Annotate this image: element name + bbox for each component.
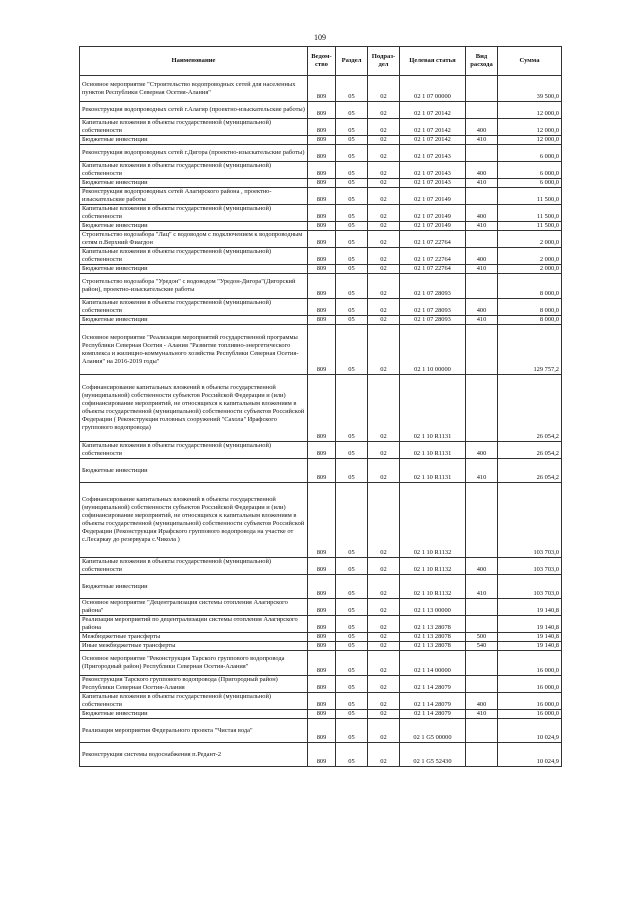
- cell-type: [466, 102, 498, 119]
- cell-type: 400: [466, 558, 498, 575]
- cell-section: 05: [336, 459, 368, 483]
- table-row: [80, 248, 562, 265]
- cell-amount: 16 000,0: [498, 693, 562, 710]
- cell-amount: 2 000,0: [498, 231, 562, 248]
- cell-type: 400: [466, 162, 498, 179]
- cell-dept: 809: [308, 299, 336, 316]
- cell-amount: 8 000,0: [498, 274, 562, 299]
- table-row: [80, 102, 562, 119]
- cell-subsection: 02: [368, 222, 400, 231]
- cell-section: 05: [336, 179, 368, 188]
- table-row: [80, 316, 562, 325]
- cell-amount: 2 000,0: [498, 248, 562, 265]
- cell-amount: 10 024,9: [498, 743, 562, 767]
- cell-amount: 26 054,2: [498, 442, 562, 459]
- cell-section: 05: [336, 265, 368, 274]
- cell-amount: 10 024,9: [498, 719, 562, 743]
- cell-amount: 6 000,0: [498, 162, 562, 179]
- table-row: [80, 676, 562, 693]
- table-row: [80, 599, 562, 616]
- cell-type: 410: [466, 136, 498, 145]
- cell-target: 02 1 07 28093: [400, 299, 466, 316]
- cell-name: Бюджетные инвестиции: [80, 265, 308, 274]
- cell-amount: 26 054,2: [498, 375, 562, 442]
- cell-dept: 809: [308, 558, 336, 575]
- table-row: [80, 642, 562, 651]
- cell-dept: 809: [308, 616, 336, 633]
- cell-amount: 26 054,2: [498, 459, 562, 483]
- cell-type: [466, 76, 498, 102]
- cell-amount: 19 140,8: [498, 616, 562, 633]
- cell-dept: 809: [308, 743, 336, 767]
- header-section: Раздел: [336, 47, 368, 76]
- table-row: [80, 231, 562, 248]
- cell-section: 05: [336, 375, 368, 442]
- table-row: [80, 265, 562, 274]
- table-row: [80, 575, 562, 599]
- cell-dept: 809: [308, 222, 336, 231]
- table-row: [80, 299, 562, 316]
- table-row: [80, 325, 562, 375]
- cell-target: 02 1 13 28078: [400, 642, 466, 651]
- cell-subsection: 02: [368, 188, 400, 205]
- cell-dept: 809: [308, 248, 336, 265]
- cell-subsection: 02: [368, 102, 400, 119]
- cell-type: 410: [466, 316, 498, 325]
- table-row: [80, 145, 562, 162]
- cell-name: Основное мероприятие "Строительство водопроводных сетей для населенных пунктов Республики Северная Осетия-Алания": [80, 76, 308, 102]
- cell-name: Капитальные вложения в объекты государственной (муниципальной) собственности: [80, 119, 308, 136]
- cell-name: Реализация мероприятия Федерального проекта "Чистая вода": [80, 719, 308, 743]
- cell-dept: 809: [308, 205, 336, 222]
- cell-type: [466, 651, 498, 676]
- cell-target: 02 1 07 20149: [400, 222, 466, 231]
- table-row: [80, 558, 562, 575]
- table-row: [80, 136, 562, 145]
- cell-subsection: 02: [368, 162, 400, 179]
- cell-section: 05: [336, 633, 368, 642]
- cell-amount: 19 140,8: [498, 633, 562, 642]
- cell-section: 05: [336, 102, 368, 119]
- cell-name: Софинансирование капитальных вложений в объекты государственной (муниципальной) собственности субъектов Российской Федерации и (или) софинансирование мероприятий, не относящихся к капитальным вложениям в объекты государственной (муниципальной) собственности субъектов Российской Федерации (Реконструкция Ирафского группового водопровода на участке от с.Лесаркау до резервуара с.Чикола ): [80, 483, 308, 558]
- cell-target: 02 1 10 R1132: [400, 575, 466, 599]
- cell-dept: 809: [308, 188, 336, 205]
- cell-amount: 8 000,0: [498, 299, 562, 316]
- cell-subsection: 02: [368, 145, 400, 162]
- cell-section: 05: [336, 222, 368, 231]
- cell-target: 02 1 07 00000: [400, 76, 466, 102]
- cell-type: [466, 616, 498, 633]
- cell-type: 400: [466, 299, 498, 316]
- cell-subsection: 02: [368, 248, 400, 265]
- cell-dept: 809: [308, 102, 336, 119]
- cell-subsection: 02: [368, 599, 400, 616]
- cell-name: Реконструкция водопроводных сетей г.Дигора (проектно-изыскательские работы): [80, 145, 308, 162]
- cell-subsection: 02: [368, 265, 400, 274]
- cell-section: 05: [336, 248, 368, 265]
- cell-name: Капитальные вложения в объекты государственной (муниципальной) собственности: [80, 558, 308, 575]
- cell-dept: 809: [308, 459, 336, 483]
- cell-subsection: 02: [368, 205, 400, 222]
- table-row: [80, 76, 562, 102]
- cell-type: 410: [466, 265, 498, 274]
- cell-subsection: 02: [368, 693, 400, 710]
- cell-name: Иные межбюджетные трансферты: [80, 642, 308, 651]
- cell-type: 410: [466, 710, 498, 719]
- cell-dept: 809: [308, 642, 336, 651]
- header-name: Наименование: [80, 47, 308, 76]
- cell-name: Межбюджетные трансферты: [80, 633, 308, 642]
- cell-section: 05: [336, 651, 368, 676]
- cell-dept: 809: [308, 145, 336, 162]
- table-row: [80, 633, 562, 642]
- cell-target: 02 1 07 20143: [400, 162, 466, 179]
- cell-section: 05: [336, 205, 368, 222]
- cell-target: 02 1 10 R1132: [400, 558, 466, 575]
- table-row: [80, 179, 562, 188]
- cell-name: Бюджетные инвестиции: [80, 575, 308, 599]
- cell-target: 02 1 14 28079: [400, 710, 466, 719]
- table-row: [80, 743, 562, 767]
- cell-target: 02 1 07 22764: [400, 248, 466, 265]
- cell-target: 02 1 10 R1131: [400, 459, 466, 483]
- cell-type: 410: [466, 575, 498, 599]
- cell-section: 05: [336, 325, 368, 375]
- cell-section: 05: [336, 76, 368, 102]
- cell-subsection: 02: [368, 442, 400, 459]
- cell-section: 05: [336, 616, 368, 633]
- cell-subsection: 02: [368, 483, 400, 558]
- cell-type: [466, 375, 498, 442]
- table-row: [80, 205, 562, 222]
- cell-amount: 103 703,0: [498, 483, 562, 558]
- cell-dept: 809: [308, 575, 336, 599]
- cell-name: Реализация мероприятий по децентрализации системы отопления Алагирского района: [80, 616, 308, 633]
- cell-dept: 809: [308, 693, 336, 710]
- cell-dept: 809: [308, 274, 336, 299]
- cell-type: 400: [466, 248, 498, 265]
- cell-target: 02 1 13 28078: [400, 633, 466, 642]
- table-row: [80, 459, 562, 483]
- cell-name: Капитальные вложения в объекты государственной (муниципальной) собственности: [80, 442, 308, 459]
- cell-amount: 8 000,0: [498, 316, 562, 325]
- cell-section: 05: [336, 442, 368, 459]
- cell-amount: 11 500,0: [498, 222, 562, 231]
- cell-amount: 12 000,0: [498, 136, 562, 145]
- cell-subsection: 02: [368, 558, 400, 575]
- cell-amount: 11 500,0: [498, 188, 562, 205]
- table-header-row: [80, 47, 562, 76]
- cell-dept: 809: [308, 719, 336, 743]
- cell-target: 02 1 10 R1131: [400, 375, 466, 442]
- table-row: [80, 188, 562, 205]
- cell-dept: 809: [308, 442, 336, 459]
- cell-target: 02 1 07 20143: [400, 145, 466, 162]
- header-type: Вид расхода: [466, 47, 498, 76]
- cell-amount: 129 757,2: [498, 325, 562, 375]
- header-dept: Ведом-ство: [308, 47, 336, 76]
- cell-dept: 809: [308, 162, 336, 179]
- table-body: [80, 76, 562, 767]
- cell-section: 05: [336, 642, 368, 651]
- cell-type: 500: [466, 633, 498, 642]
- cell-target: 02 1 13 00000: [400, 599, 466, 616]
- cell-type: 410: [466, 222, 498, 231]
- cell-dept: 809: [308, 76, 336, 102]
- cell-dept: 809: [308, 179, 336, 188]
- cell-name: Бюджетные инвестиции: [80, 316, 308, 325]
- cell-amount: 19 140,8: [498, 642, 562, 651]
- cell-name: Капитальные вложения в объекты государственной (муниципальной) собственности: [80, 162, 308, 179]
- cell-dept: 809: [308, 136, 336, 145]
- cell-amount: 103 703,0: [498, 558, 562, 575]
- cell-subsection: 02: [368, 76, 400, 102]
- cell-type: [466, 325, 498, 375]
- cell-type: [466, 719, 498, 743]
- table-row: [80, 119, 562, 136]
- cell-target: 02 1 10 00000: [400, 325, 466, 375]
- cell-section: 05: [336, 558, 368, 575]
- cell-target: 02 1 07 22764: [400, 231, 466, 248]
- table-row: [80, 375, 562, 442]
- header-target: Целевая статья: [400, 47, 466, 76]
- cell-name: Строительство водозабора "Уредон" с водоводом "Уредон-Дигора"(Дигорский район), проектно-изыскательские работы: [80, 274, 308, 299]
- cell-name: Строительство водозабора "Лац" с водоводом с подключением к водопроводным сетям п.Верхний Фиагдон: [80, 231, 308, 248]
- cell-section: 05: [336, 119, 368, 136]
- cell-type: [466, 274, 498, 299]
- table-row: [80, 483, 562, 558]
- cell-subsection: 02: [368, 136, 400, 145]
- cell-target: 02 1 14 00000: [400, 651, 466, 676]
- cell-subsection: 02: [368, 274, 400, 299]
- table-row: [80, 442, 562, 459]
- cell-target: 02 1 07 20142: [400, 119, 466, 136]
- cell-dept: 809: [308, 599, 336, 616]
- cell-target: 02 1 10 R1132: [400, 483, 466, 558]
- header-amount: Сумма: [498, 47, 562, 76]
- cell-type: [466, 743, 498, 767]
- cell-amount: 19 140,8: [498, 599, 562, 616]
- cell-subsection: 02: [368, 616, 400, 633]
- cell-section: 05: [336, 575, 368, 599]
- cell-dept: 809: [308, 231, 336, 248]
- cell-name: Бюджетные инвестиции: [80, 710, 308, 719]
- cell-name: Реконструкция водопроводных сетей г.Алагир (проектно-изыскательские работы): [80, 102, 308, 119]
- cell-target: 02 1 07 20149: [400, 188, 466, 205]
- cell-name: Капитальные вложения в объекты государственной (муниципальной) собственности: [80, 693, 308, 710]
- table-row: [80, 222, 562, 231]
- cell-name: Бюджетные инвестиции: [80, 136, 308, 145]
- cell-section: 05: [336, 188, 368, 205]
- cell-target: 02 1 07 28093: [400, 316, 466, 325]
- cell-subsection: 02: [368, 710, 400, 719]
- cell-name: Капитальные вложения в объекты государственной (муниципальной) собственности: [80, 299, 308, 316]
- cell-section: 05: [336, 231, 368, 248]
- cell-name: Бюджетные инвестиции: [80, 459, 308, 483]
- cell-section: 05: [336, 676, 368, 693]
- cell-type: [466, 231, 498, 248]
- cell-dept: 809: [308, 325, 336, 375]
- cell-type: 410: [466, 459, 498, 483]
- cell-type: [466, 188, 498, 205]
- cell-type: 400: [466, 119, 498, 136]
- cell-subsection: 02: [368, 325, 400, 375]
- cell-section: 05: [336, 599, 368, 616]
- cell-subsection: 02: [368, 651, 400, 676]
- cell-type: 400: [466, 205, 498, 222]
- cell-subsection: 02: [368, 179, 400, 188]
- cell-type: [466, 599, 498, 616]
- table-row: [80, 616, 562, 633]
- cell-subsection: 02: [368, 642, 400, 651]
- cell-amount: 2 000,0: [498, 265, 562, 274]
- cell-target: 02 1 07 28093: [400, 274, 466, 299]
- cell-dept: 809: [308, 375, 336, 442]
- cell-section: 05: [336, 316, 368, 325]
- cell-section: 05: [336, 483, 368, 558]
- cell-name: Реконструкция водопроводных сетей Алагирского района , проектно-изыскательские работы: [80, 188, 308, 205]
- cell-type: [466, 145, 498, 162]
- cell-dept: 809: [308, 265, 336, 274]
- cell-name: Основное мероприятие "Реализация мероприятий государственной программы Республики Северная Осетия - Алания "Развитие топливно-энергетического комплекса и жилищно-коммунального хозяйства Республики Северная Осетия-Алания" на 2016-2019 годы": [80, 325, 308, 375]
- cell-section: 05: [336, 743, 368, 767]
- cell-amount: 16 000,0: [498, 710, 562, 719]
- cell-section: 05: [336, 136, 368, 145]
- cell-target: 02 1 07 20142: [400, 136, 466, 145]
- cell-target: 02 1 07 22764: [400, 265, 466, 274]
- cell-amount: 12 000,0: [498, 102, 562, 119]
- cell-name: Бюджетные инвестиции: [80, 179, 308, 188]
- cell-subsection: 02: [368, 375, 400, 442]
- cell-section: 05: [336, 299, 368, 316]
- cell-amount: 16 000,0: [498, 676, 562, 693]
- budget-table: [79, 46, 562, 767]
- cell-dept: 809: [308, 483, 336, 558]
- cell-name: Софинансирование капитальных вложений в объекты государственной (муниципальной) собственности субъектов Российской Федерации и (или) софинансирование мероприятий, не относящихся к капитальным вложениям в объекты государственной (муниципальной) собственности субъектов Российской Федерации ( Реконструкция головных сооружений "Сахола" Ирафского группового водопровода): [80, 375, 308, 442]
- cell-type: [466, 483, 498, 558]
- cell-name: Реконструкция Тарского группового водопровода (Пригородный район) Республики Северная Осетия-Алания: [80, 676, 308, 693]
- cell-name: Капитальные вложения в объекты государственной (муниципальной) собственности: [80, 248, 308, 265]
- cell-name: Реконструкция системы водоснабжения п.Редант-2: [80, 743, 308, 767]
- cell-subsection: 02: [368, 743, 400, 767]
- cell-target: 02 1 14 28079: [400, 693, 466, 710]
- cell-subsection: 02: [368, 575, 400, 599]
- cell-subsection: 02: [368, 676, 400, 693]
- cell-name: Капитальные вложения в объекты государственной (муниципальной) собственности: [80, 205, 308, 222]
- cell-section: 05: [336, 710, 368, 719]
- cell-type: 400: [466, 442, 498, 459]
- cell-amount: 6 000,0: [498, 179, 562, 188]
- cell-name: Основное мероприятие "Реконструкция Тарского группового водопровода (Пригородный район) Республики Северная Осетия-Алания": [80, 651, 308, 676]
- cell-amount: 12 000,0: [498, 119, 562, 136]
- cell-type: 540: [466, 642, 498, 651]
- cell-dept: 809: [308, 710, 336, 719]
- cell-name: Бюджетные инвестиции: [80, 222, 308, 231]
- cell-type: 400: [466, 693, 498, 710]
- cell-subsection: 02: [368, 719, 400, 743]
- table-row: [80, 274, 562, 299]
- cell-target: 02 1 07 20142: [400, 102, 466, 119]
- table-row: [80, 710, 562, 719]
- cell-dept: 809: [308, 119, 336, 136]
- cell-target: 02 1 13 28078: [400, 616, 466, 633]
- cell-dept: 809: [308, 633, 336, 642]
- cell-dept: 809: [308, 676, 336, 693]
- cell-subsection: 02: [368, 316, 400, 325]
- cell-target: 02 1 10 R1131: [400, 442, 466, 459]
- cell-section: 05: [336, 162, 368, 179]
- cell-type: [466, 676, 498, 693]
- cell-dept: 809: [308, 316, 336, 325]
- page-number: 109: [314, 33, 326, 42]
- cell-amount: 6 000,0: [498, 145, 562, 162]
- cell-subsection: 02: [368, 459, 400, 483]
- cell-subsection: 02: [368, 231, 400, 248]
- table-row: [80, 162, 562, 179]
- table-row: [80, 651, 562, 676]
- cell-subsection: 02: [368, 299, 400, 316]
- cell-section: 05: [336, 274, 368, 299]
- cell-target: 02 1 G5 00000: [400, 719, 466, 743]
- header-subsection: Подраз-дел: [368, 47, 400, 76]
- cell-amount: 103 703,0: [498, 575, 562, 599]
- cell-section: 05: [336, 693, 368, 710]
- cell-dept: 809: [308, 651, 336, 676]
- cell-amount: 39 500,0: [498, 76, 562, 102]
- cell-amount: 11 500,0: [498, 205, 562, 222]
- cell-target: 02 1 14 28079: [400, 676, 466, 693]
- cell-target: 02 1 G5 52430: [400, 743, 466, 767]
- table-row: [80, 719, 562, 743]
- cell-section: 05: [336, 145, 368, 162]
- cell-subsection: 02: [368, 119, 400, 136]
- cell-amount: 16 000,0: [498, 651, 562, 676]
- cell-type: 410: [466, 179, 498, 188]
- cell-section: 05: [336, 719, 368, 743]
- cell-target: 02 1 07 20149: [400, 205, 466, 222]
- table-row: [80, 693, 562, 710]
- cell-target: 02 1 07 20143: [400, 179, 466, 188]
- cell-subsection: 02: [368, 633, 400, 642]
- cell-name: Основное мероприятие "Децентрализация системы отопления Алагирского района": [80, 599, 308, 616]
